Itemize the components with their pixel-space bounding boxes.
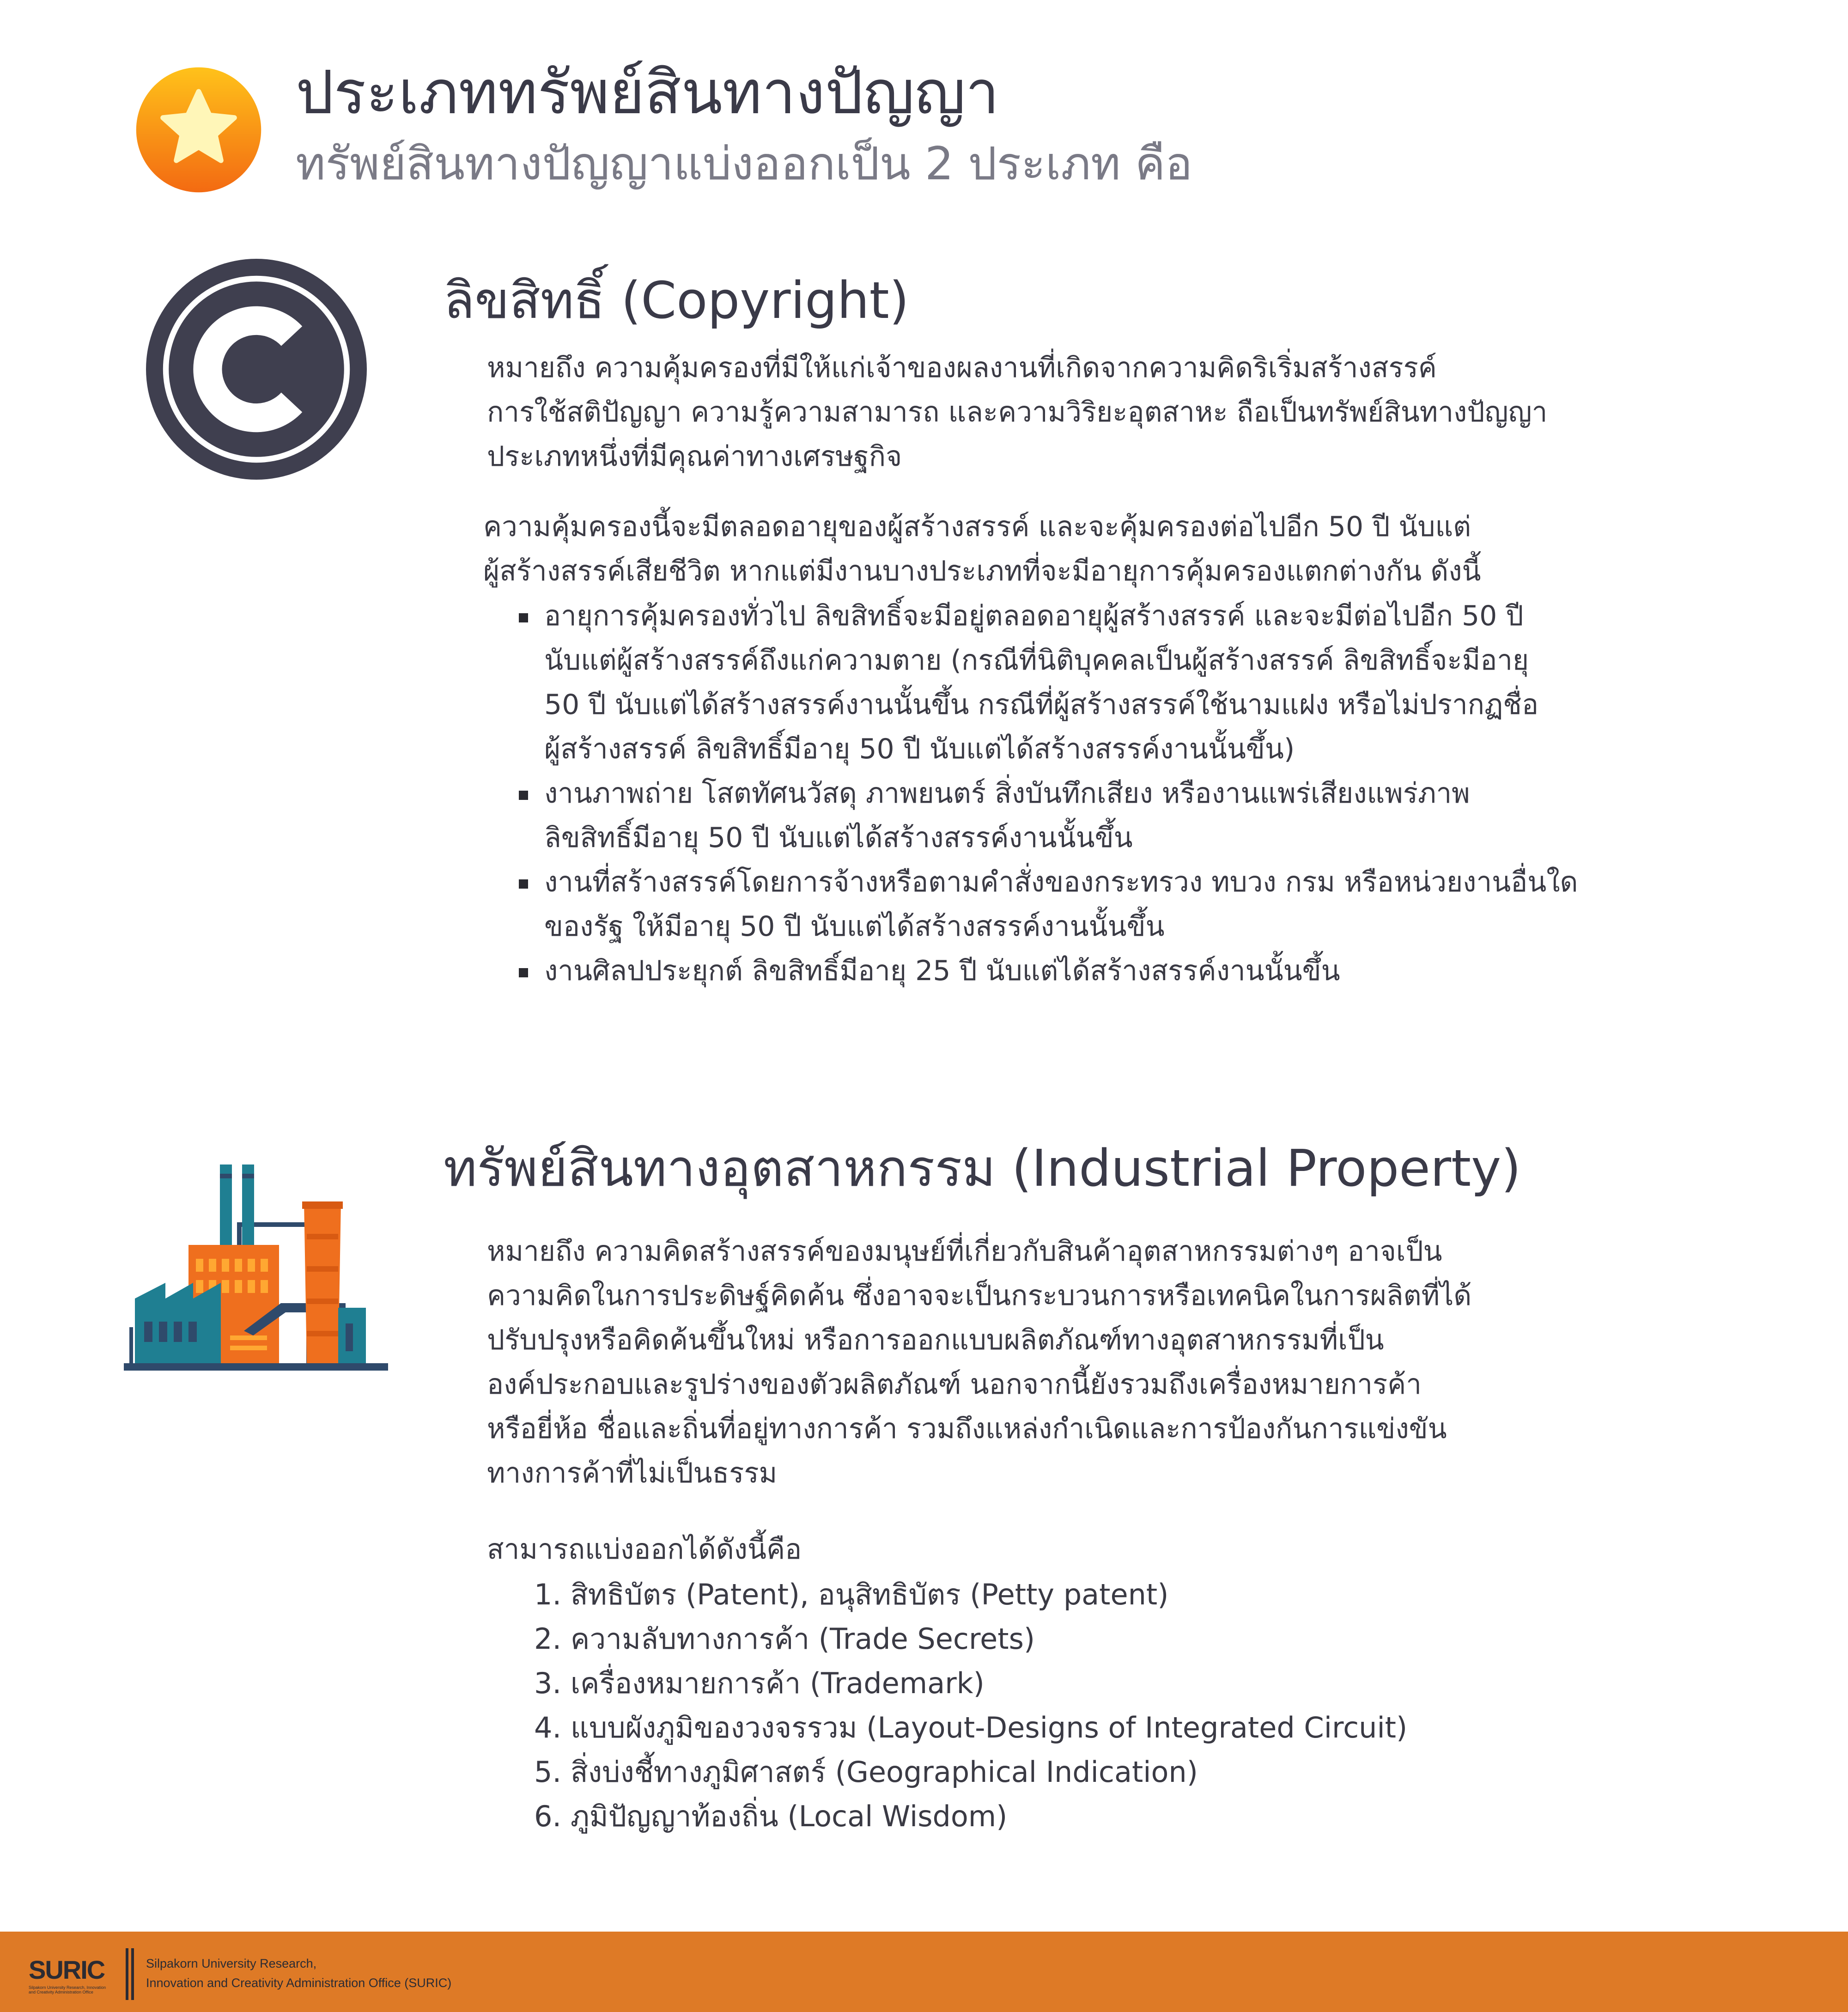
- text-line: งานศิลปประยุกต์ ลิขสิทธิ์มีอายุ 25 ปี นับแต่ได้สร้างสรรค์งานนั้นขึ้น: [544, 955, 1340, 987]
- footer-org-name: [146, 1954, 451, 1993]
- types-intro: สามารถแบ่งออกได้ดังนี้คือ: [487, 1533, 802, 1566]
- industrial-definition: [487, 1229, 1781, 1495]
- text-line: ประเภทหนึ่งที่มีคุณค่าทางเศรษฐกิจ: [487, 440, 902, 473]
- list-item: 5. สิ่งบ่งชี้ทางภูมิศาสตร์ (Geographical Indication): [534, 1755, 1198, 1789]
- text-line: งานที่สร้างสรรค์โดยการจ้างหรือตามคำสั่งของกระทรวง ทบวง กรม หรือหน่วยงานอื่นใด: [544, 866, 1578, 898]
- text-line: องค์ประกอบและรูปร่างของตัวผลิตภัณฑ์ นอกจากนี้ยังรวมถึงเครื่องหมายการค้า: [487, 1368, 1422, 1401]
- text-line: ปรับปรุงหรือคิดค้นขึ้นใหม่ หรือการออกแบบผลิตภัณฑ์ทางอุตสาหกรรมที่เป็น: [487, 1324, 1384, 1356]
- list-item: [517, 594, 1810, 771]
- org-line: Innovation and Creativity Administration Office (SURIC): [146, 1976, 452, 1990]
- text-line: การใช้สติปัญญา ความรู้ความสามารถ และความวิริยะอุตสาหะ ถือเป็นทรัพย์สินทางปัญญา: [487, 396, 1548, 428]
- list-item: [517, 771, 1810, 860]
- text-line: ของรัฐ ให้มีอายุ 50 ปี นับแต่ได้สร้างสรรค์งานนั้นขึ้น: [544, 910, 1165, 943]
- list-item: 1. สิทธิบัตร (Patent), อนุสิทธิบัตร (Petty patent): [534, 1578, 1169, 1611]
- text-line: ทางการค้าที่ไม่เป็นธรรม: [487, 1457, 778, 1489]
- text-line: ลิขสิทธิ์มีอายุ 50 ปี นับแต่ได้สร้างสรรค์งานนั้นขึ้น: [544, 822, 1133, 854]
- text-line: 50 ปี นับแต่ได้สร้างสรรค์งานนั้นขึ้น กรณีที่ผู้สร้างสรรค์ใช้นามแฝง หรือไม่ปรากฏชื่อ: [544, 689, 1539, 721]
- logo-subtext: Silpakorn University Research, Innovation and Creativity Administration Office: [29, 1985, 106, 1994]
- footer-divider: [131, 1948, 134, 2000]
- org-line: Silpakorn University Research,: [146, 1957, 317, 1970]
- list-item: 2. ความลับทางการค้า (Trade Secrets): [534, 1622, 1035, 1656]
- text-line: ความคิดในการประดิษฐ์คิดค้น ซึ่งอาจจะเป็นกระบวนการหรือเทคนิคในการผลิตที่ได้: [487, 1280, 1472, 1312]
- copyright-terms-list: [517, 594, 1810, 993]
- star-icon: [135, 66, 262, 194]
- list-item: [517, 860, 1810, 949]
- text-line: หรือยี่ห้อ ชื่อและถิ่นที่อยู่ทางการค้า รวมถึงแหล่งกำเนิดและการป้องกันการแข่งขัน: [487, 1413, 1447, 1445]
- text-line: อายุการคุ้มครองทั่วไป ลิขสิทธิ์จะมีอยู่ตลอดอายุผู้สร้างสรรค์ และจะมีต่อไปอีก 50 ปี: [544, 600, 1524, 632]
- page-title: ประเภททรัพย์สินทางปัญญา: [296, 57, 999, 128]
- text-line: หมายถึง ความคิดสร้างสรรค์ของมนุษย์ที่เกี่ยวกับสินค้าอุตสาหกรรมต่างๆ อาจเป็น: [487, 1235, 1442, 1268]
- copyright-heading: ลิขสิทธิ์ (Copyright): [444, 271, 909, 330]
- page-subtitle: ทรัพย์สินทางปัญญาแบ่งออกเป็น 2 ประเภท คือ: [296, 138, 1193, 190]
- footer-divider: [126, 1948, 128, 2000]
- text-line: ผู้สร้างสรรค์ ลิขสิทธิ์มีอายุ 50 ปี นับแต่ได้สร้างสรรค์งานนั้นขึ้น): [544, 733, 1295, 765]
- suric-logo: SURIC: [29, 1955, 105, 1984]
- copyright-duration: [483, 505, 1823, 593]
- factory-icon: [124, 1146, 388, 1372]
- list-item: [517, 949, 1810, 993]
- text-line: ผู้สร้างสรรค์เสียชีวิต หากแต่มีงานบางประเภทที่จะมีอายุการคุ้มครองแตกต่างกัน ดังนี้: [483, 555, 1481, 587]
- text-line: ความคุ้มครองนี้จะมีตลอดอายุของผู้สร้างสรรค์ และจะคุ้มครองต่อไปอีก 50 ปี นับแต่: [483, 511, 1471, 543]
- industrial-heading: ทรัพย์สินทางอุตสาหกรรม (Industrial Property): [444, 1139, 1521, 1198]
- copyright-definition: [487, 346, 1762, 479]
- list-item: 4. แบบผังภูมิของวงจรรวม (Layout-Designs of Integrated Circuit): [534, 1711, 1408, 1744]
- industrial-types-list: [534, 1573, 1407, 1839]
- list-item: 6. ภูมิปัญญาท้องถิ่น (Local Wisdom): [534, 1799, 1008, 1833]
- copyright-icon: [146, 259, 367, 480]
- text-line: หมายถึง ความคุ้มครองที่มีให้แก่เจ้าของผลงานที่เกิดจากความคิดริเริ่มสร้างสรรค์: [487, 352, 1437, 384]
- text-line: งานภาพถ่าย โสตทัศนวัสดุ ภาพยนตร์ สิ่งบันทึกเสียง หรืองานแพร่เสียงแพร่ภาพ: [544, 777, 1470, 810]
- text-line: นับแต่ผู้สร้างสรรค์ถึงแก่ความตาย (กรณีที่นิติบุคคลเป็นผู้สร้างสรรค์ ลิขสิทธิ์จะมีอายุ: [544, 644, 1529, 677]
- list-item: 3. เครื่องหมายการค้า (Trademark): [534, 1666, 985, 1700]
